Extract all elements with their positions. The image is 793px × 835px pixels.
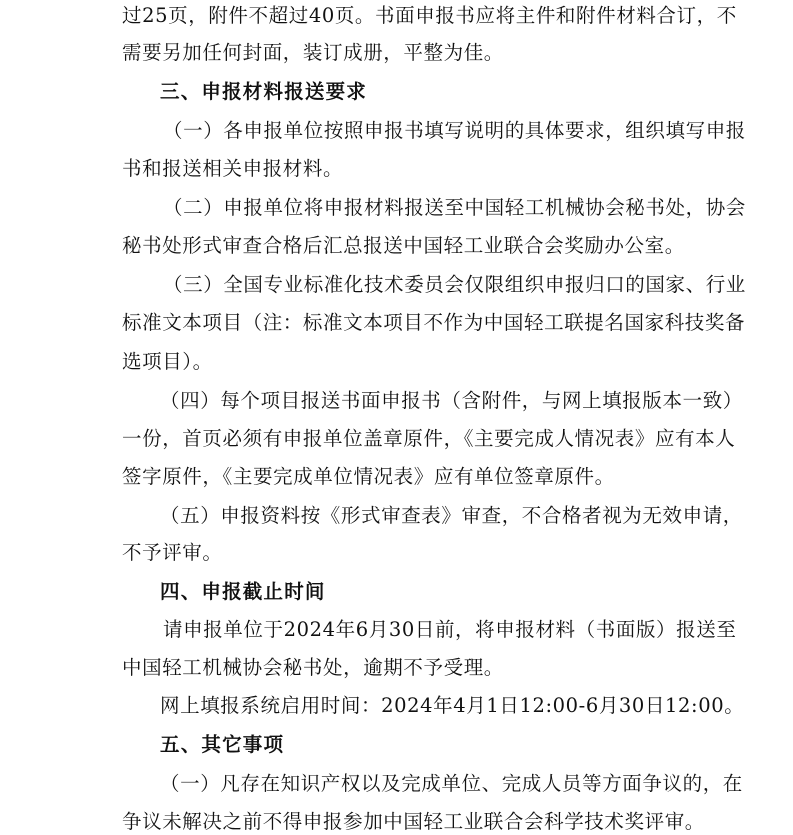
paragraph-line: （二）申报单位将申报材料报送至中国轻工机械协会秘书处，协会 — [163, 196, 746, 219]
paragraph-line: 秘书处形式审查合格后汇总报送中国轻工业联合会奖励办公室。 — [122, 234, 685, 257]
paragraph-line: 中国轻工机械协会秘书处，逾期不予受理。 — [122, 656, 504, 679]
paragraph-line: 过25页，附件不超过40页。书面申报书应将主件和附件材料合订，不 — [122, 4, 737, 27]
paragraph-line: （三）全国专业标准化技术委员会仅限组织申报归口的国家、行业 — [163, 273, 746, 296]
paragraph-line: 请申报单位于2024年6月30日前，将申报材料（书面版）报送至 — [163, 618, 737, 641]
section-heading: 五、其它事项 — [160, 733, 285, 756]
paragraph-line: （一）各申报单位按照申报书填写说明的具体要求，组织填写申报 — [163, 119, 746, 142]
paragraph-line: 标准文本项目（注：标准文本项目不作为中国轻工联提名国家科技奖备 — [122, 311, 746, 334]
paragraph-line: 书和报送相关申报材料。 — [122, 157, 344, 180]
paragraph-line: 签字原件，《主要完成单位情况表》应有单位签章原件。 — [122, 465, 615, 488]
section-heading: 三、申报材料报送要求 — [160, 80, 368, 103]
paragraph-line: 选项目）。 — [122, 350, 213, 373]
section-heading: 四、申报截止时间 — [160, 580, 326, 603]
paragraph-line: 争议未解决之前不得申报参加中国轻工业联合会科学技术奖评审。 — [122, 810, 705, 833]
paragraph-line: （五）申报资料按《形式审查表》审查，不合格者视为无效申请， — [160, 504, 743, 527]
paragraph-line: 需要另加任何封面，装订成册，平整为佳。 — [122, 41, 504, 64]
paragraph-line: 不予评审。 — [122, 541, 223, 564]
paragraph-line: （四）每个项目报送书面申报书（含附件，与网上填报版本一致） — [160, 389, 743, 412]
paragraph-line: 一份，首页必须有申报单位盖章原件，《主要完成人情况表》应有本人 — [122, 427, 736, 450]
paragraph-line: 网上填报系统启用时间：2024年4月1日12:00-6月30日12:00。 — [160, 694, 745, 717]
paragraph-line: （一）凡存在知识产权以及完成单位、完成人员等方面争议的，在 — [160, 772, 743, 795]
